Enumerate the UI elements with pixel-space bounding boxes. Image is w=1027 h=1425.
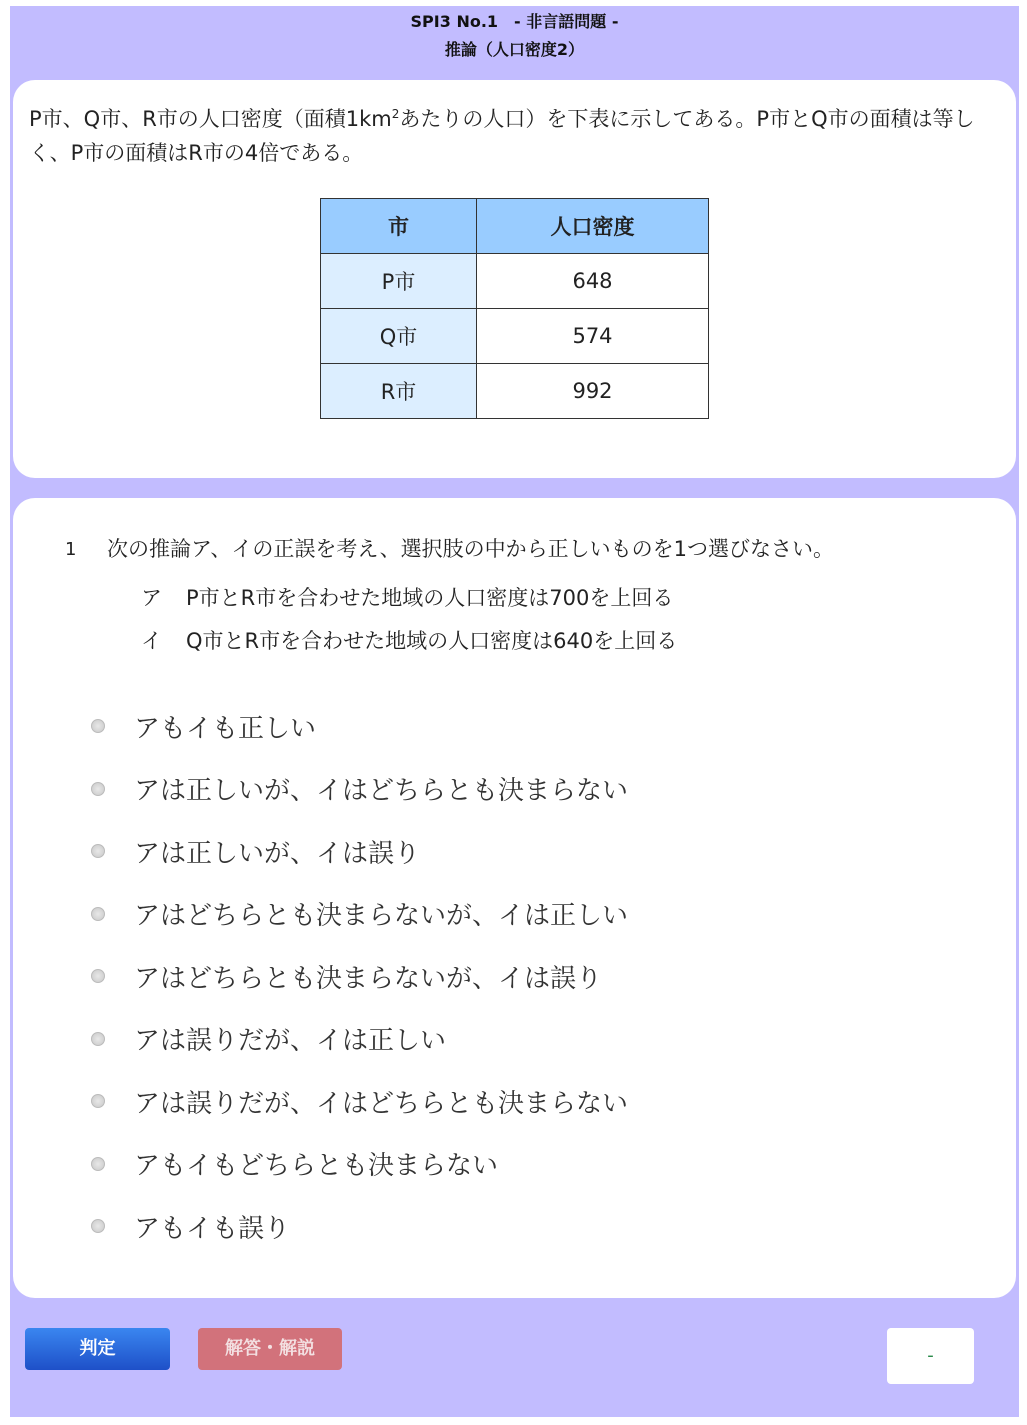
- option-label[interactable]: アもイもどちらとも決まらない: [134, 1151, 499, 1182]
- answer-option[interactable]: [91, 1008, 628, 1071]
- answer-explanation-button[interactable]: 解答・解説: [198, 1328, 342, 1370]
- answer-option[interactable]: [91, 945, 628, 1008]
- statement-mark: イ: [141, 629, 162, 653]
- table-header-city: 市: [321, 199, 477, 254]
- radio-button[interactable]: [91, 844, 105, 858]
- radio-button[interactable]: [91, 1094, 105, 1108]
- table-cell-density: 992: [477, 364, 709, 419]
- problem-statement: [29, 102, 1004, 170]
- page-header: [10, 8, 1019, 64]
- table-cell-city: R市: [321, 364, 477, 419]
- table-header-row: [321, 199, 709, 254]
- table-row: [321, 364, 709, 419]
- table-cell-density: 574: [477, 309, 709, 364]
- statement-text: Q市とR市を合わせた地域の人口密度は640を上回る: [186, 629, 678, 653]
- option-label[interactable]: アはどちらとも決まらないが、イは誤り: [134, 963, 603, 994]
- statement-mark: ア: [141, 586, 162, 610]
- question-text: 次の推論ア、イの正誤を考え、選択肢の中から正しいものを1つ選びなさい。: [107, 537, 834, 561]
- statement-text: P市とR市を合わせた地域の人口密度は700を上回る: [186, 586, 674, 610]
- header-title: SPI3 No.1 - 非言語問題 -: [410, 12, 619, 31]
- statement-b: [141, 626, 677, 656]
- answer-option[interactable]: [91, 820, 628, 883]
- table-row: [321, 254, 709, 309]
- answer-option[interactable]: [91, 1133, 628, 1196]
- density-table: [320, 198, 709, 419]
- result-display: -: [887, 1328, 974, 1384]
- option-label[interactable]: アもイも正しい: [134, 713, 317, 744]
- answer-option[interactable]: [91, 1195, 628, 1258]
- table-header-density: 人口密度: [477, 199, 709, 254]
- header-subtitle: 推論（人口密度2）: [444, 40, 585, 59]
- question-card: [13, 498, 1016, 1298]
- option-label[interactable]: アはどちらとも決まらないが、イは正しい: [134, 901, 629, 932]
- judge-button[interactable]: 判定: [25, 1328, 170, 1370]
- answer-option[interactable]: [91, 883, 628, 946]
- radio-button[interactable]: [91, 782, 105, 796]
- problem-text-part1: P市、Q市、R市の人口密度（面積1km: [29, 107, 392, 131]
- radio-button[interactable]: [91, 907, 105, 921]
- radio-button[interactable]: [91, 719, 105, 733]
- answer-option[interactable]: [91, 758, 628, 821]
- table-cell-density: 648: [477, 254, 709, 309]
- option-label[interactable]: アは正しいが、イは誤り: [134, 838, 421, 869]
- table-cell-city: Q市: [321, 309, 477, 364]
- answer-option[interactable]: [91, 695, 628, 758]
- radio-button[interactable]: [91, 969, 105, 983]
- answer-option[interactable]: [91, 1070, 628, 1133]
- option-label[interactable]: アは誤りだが、イは正しい: [134, 1026, 447, 1057]
- table-row: [321, 309, 709, 364]
- statement-a: [141, 583, 673, 613]
- problem-superscript: 2: [391, 107, 400, 121]
- radio-button[interactable]: [91, 1219, 105, 1233]
- option-label[interactable]: アもイも誤り: [134, 1213, 291, 1244]
- table-cell-city: P市: [321, 254, 477, 309]
- radio-button[interactable]: [91, 1157, 105, 1171]
- option-label[interactable]: アは誤りだが、イはどちらとも決まらない: [134, 1088, 629, 1119]
- question-number: 1: [65, 539, 77, 560]
- problem-card: [13, 80, 1016, 478]
- option-label[interactable]: アは正しいが、イはどちらとも決まらない: [134, 776, 629, 807]
- answer-options: [91, 695, 628, 1258]
- radio-button[interactable]: [91, 1032, 105, 1046]
- problem-text-part2: あたりの人口）を下表に示してある。P市とQ市の面積は等しく、P市の面積はR市の4倍である。: [29, 107, 975, 165]
